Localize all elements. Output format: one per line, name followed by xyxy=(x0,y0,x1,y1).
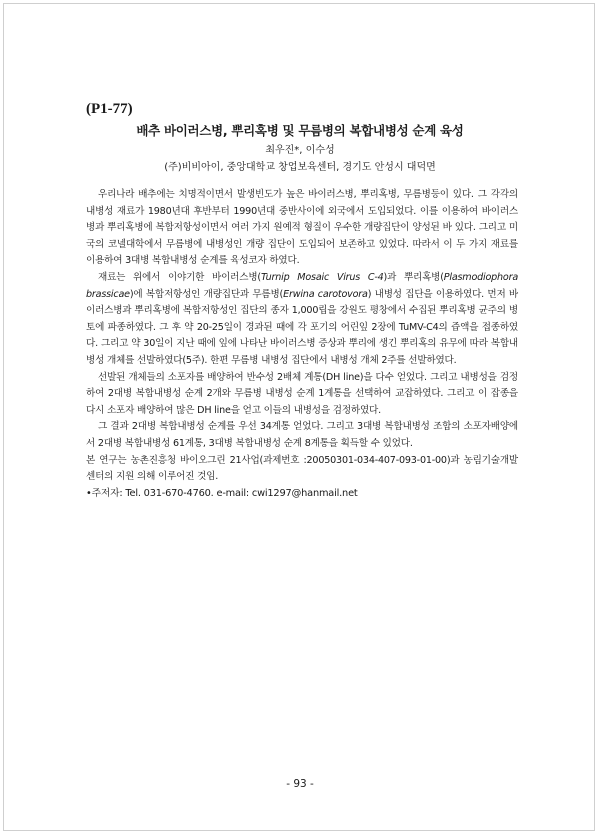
paper-title: 배추 바이러스병, 뿌리혹병 및 무름병의 복합내병성 순계 육성 xyxy=(136,123,464,138)
paragraph-intro: 우리나라 배추에는 치명적이면서 발생빈도가 높은 바이러스병, 뿌리혹병, 무름병등이 있다. 그 각각의 내병성 재료가 1980년대 후반부터 1990년대 중반사이에 외국에서 도입되었다. 이를 이용하여 바이러스병과 뿌리혹병에 복합저항성이면서 여러 가지 원예적 형질이 우수한 개량집단이 양성된 바 있다. 그리고 미국의 코넬대학에서 무름병에 내병성인 개량 집단이 도입되어 보존하고 있었다. 따라서 이 두 가지 재료를 이용하여 3대병 복합내병성 순계를 육성코자 하였다. xyxy=(86,189,518,267)
paragraph-acknowledgment: 본 연구는 농촌진흥청 바이오그린 21사업(과제번호 :20050301-034-407-093-01-00)과 농림기술개발센터의 지원 의해 이루어진 것임. xyxy=(86,454,518,483)
text-segment: ) 내병성 집단을 이용하였다. 먼저 바이러스병과 뿌리혹병에 복합저항성인 집단의 종자 1,000립을 강원도 평창에서 수집된 뿌리혹병 균주의 병토에 파종하였다. 그 후 약 20-25일이 경과된 때에 각 포기의 어린잎 2장에 TuMV-C4의 즙액을 접종하였다. 그리고 약 30일이 지난 때에 잎에 나타난 바이러스병 증상과 뿌리에 생긴 뿌리혹의 유무에 따라 복합내병성 개체를 선발하였다(5주). 한편 무름병 내병성 집단에서 내병성 개체 2주를 선발하였다. xyxy=(86,288,518,366)
abstract-body xyxy=(86,187,518,502)
authors: 최우진*, 이수성 xyxy=(265,145,335,156)
softrot-pathogen-name: Erwina carotovora xyxy=(283,288,368,300)
clubroot-pathogen-name: Plasmodiophora brassicae xyxy=(86,271,518,300)
text-segment: )과 뿌리혹병( xyxy=(383,271,444,283)
affiliation: (주)비비아이, 중앙대학교 창업보육센터, 경기도 안성시 대덕면 xyxy=(164,162,436,173)
text-segment: )에 복합저항성인 개량집단과 무름병( xyxy=(129,288,284,300)
page-number: - 93 - xyxy=(286,778,314,790)
text-segment: 재료는 위에서 이야기한 바이러스병( xyxy=(98,271,261,283)
contact-info: •주저자: Tel. 031-670-4760. e-mail: cwi1297@hanmail.net xyxy=(86,487,358,499)
abstract-code: (P1-77) xyxy=(86,101,133,117)
virus-name: Turnip Mosaic Virus C-4 xyxy=(260,271,384,283)
paragraph-methods: 선발된 개체들의 소포자를 배양하여 반수성 2배체 계통(DH line)을 다수 얻었다. 그리고 내병성을 검정하여 2대병 복합내병성 순계 2개와 무름병 내병성 순계 1계통을 선택하여 교잡하였다. 그리고 이 잡종을 다시 소포자 배양하여 많은 DH line을 얻고 이들의 내병성을 검정하였다. xyxy=(86,371,518,416)
paragraph-materials xyxy=(86,270,518,370)
paragraph-results: 그 결과 2대병 복합내병성 순계를 우선 34계통 얻었다. 그리고 3대병 복합내병성 조합의 소포자배양에서 2대병 복합내병성 61계통, 3대병 복합내병성 순계 8계통을 획득할 수 있었다. xyxy=(86,421,518,449)
